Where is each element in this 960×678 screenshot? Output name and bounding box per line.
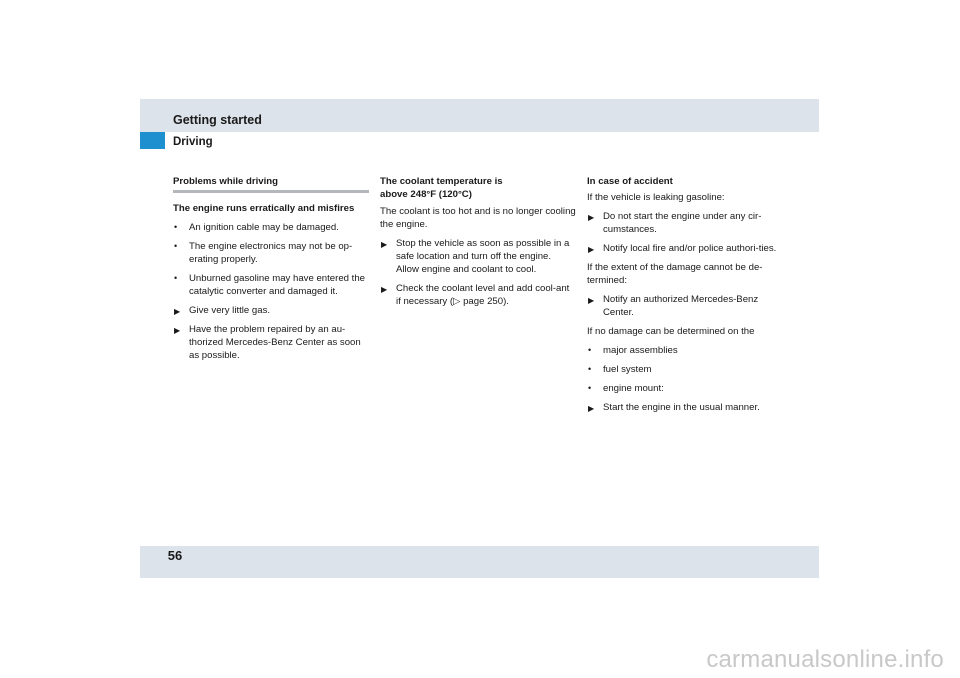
action-item: ▶ Stop the vehicle as soon as possible in a safe location and turn off the engine. Allow engine and coolant to cool. [381, 238, 570, 275]
column2-intro: The coolant is too hot and is no longer cooling the engine. [380, 206, 576, 230]
footer-band [140, 546, 819, 578]
arrow-icon: ▶ [588, 213, 595, 222]
column1-subheading: The engine runs erratically and misfires [173, 203, 355, 214]
list-item: • Unburned gasoline may have entered the catalytic converter and damaged it. [174, 273, 366, 297]
column1-heading: Problems while driving [173, 175, 369, 193]
watermark: carmanualsonline.info [706, 646, 944, 673]
column3-intro2: If the extent of the damage cannot be de-termined: [587, 262, 763, 286]
action-item: ▶ Notify an authorized Mercedes-Benz Center. [588, 294, 759, 318]
bullet-icon: • [588, 364, 592, 374]
action-item: ▶ Start the engine in the usual manner. [588, 402, 760, 413]
column2-heading: The coolant temperature is above 248°F (120°C) [380, 176, 503, 200]
arrow-icon: ▶ [174, 326, 181, 335]
action-item: ▶ Give very little gas. [174, 305, 271, 316]
action-item: ▶ Notify local fire and/or police authori-ties. [588, 243, 777, 254]
arrow-icon: ▶ [381, 285, 388, 294]
arrow-icon: ▶ [588, 245, 595, 254]
action-item: ▶ Check the coolant level and add cool-ant if necessary (▷ page 250). [381, 283, 570, 307]
action-item: ▶ Have the problem repaired by an au-thorized Mercedes-Benz Center as soon as possible. [174, 324, 361, 361]
list-item: • engine mount: [588, 383, 664, 394]
arrow-icon: ▶ [588, 404, 595, 413]
chapter-title: Getting started [173, 113, 262, 127]
column3-intro3: If no damage can be determined on the [587, 326, 755, 337]
bullet-icon: • [174, 222, 178, 232]
column-in-case-of-accident [587, 175, 783, 420]
column-problems-while-driving [173, 175, 369, 368]
column3-intro1: If the vehicle is leaking gasoline: [587, 192, 725, 203]
list-item: • major assemblies [588, 345, 678, 356]
column-coolant-temperature [380, 175, 576, 314]
column3-heading: In case of accident [587, 176, 673, 187]
bullet-icon: • [588, 345, 592, 355]
arrow-icon: ▶ [174, 307, 181, 316]
list-item: • fuel system [588, 364, 652, 375]
bullet-icon: • [174, 241, 178, 251]
action-item: ▶ Do not start the engine under any cir-cumstances. [588, 211, 762, 235]
list-item: • The engine electronics may not be op-erating properly. [174, 241, 353, 265]
list-item: • An ignition cable may be damaged. [174, 222, 339, 233]
section-accent-block [140, 132, 165, 149]
bullet-icon: • [174, 273, 178, 283]
arrow-icon: ▶ [588, 296, 595, 305]
page-number: 56 [167, 548, 183, 563]
bullet-icon: • [588, 383, 592, 393]
arrow-icon: ▶ [381, 240, 388, 249]
section-title: Driving [173, 136, 213, 148]
